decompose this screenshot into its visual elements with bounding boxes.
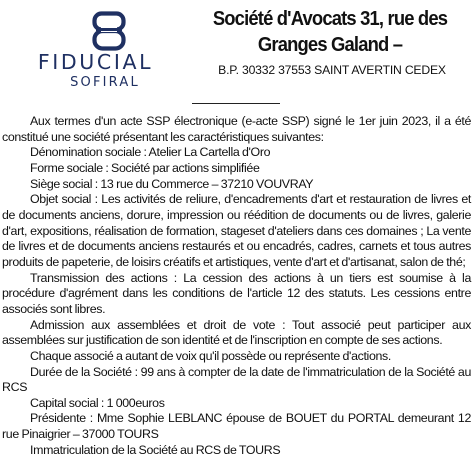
notice-body	[2, 114, 471, 458]
share-transfer-paragraph: Transmission des actions : La cession des actions à un tiers est soumise à la procédure d'agrément dans les conditions de l'article 12 des statuts. Les cessions entre associés sont libres.	[2, 270, 471, 316]
fiducial-sofiral-logo	[8, 10, 183, 90]
denomination-line: Dénomination sociale : Atelier La Cartella d'Oro	[30, 145, 271, 160]
votes-line: Chaque associé a autant de voix qu'il possède ou représente d'actions.	[30, 348, 391, 363]
meetings-voting-paragraph: Admission aux assemblées et droit de vote : Tout associé peut participer aux assemblées sur justification de son identité et de l'inscription en compte de ses actions.	[2, 317, 471, 348]
firm-title-line-1: Société d'Avocats 31, rue des	[212, 8, 448, 30]
legal-form-line: Forme sociale : Société par actions simplifiée	[30, 160, 260, 175]
logo-brand-text: FIDUCIAL	[37, 50, 154, 74]
registration-line: Immatriculation de la Société au RCS de TOURS	[30, 442, 281, 457]
intro-paragraph: Aux termes d'un acte SSP électronique (e-acte SSP) signé le 1er juin 2023, il a été constitué une société présentant les caractéristiques suivantes:	[2, 114, 471, 144]
duration-paragraph: Durée de la Société : 99 ans à compter de la date de l'immatriculation de la Société au RCS	[2, 364, 471, 395]
firm-title	[203, 6, 457, 58]
corporate-purpose-paragraph: Objet social : Les activités de reliure, d'encadrements d'art et restauration de livres et de documents anciens, dorure, impression ou réédition de documents ou de livres, galerie d'art, expositions, réalisation de formation, stageset d'ateliers dans ces domaines ; La vente de livres et de documents anciens restaurés et ou encadrés, cadres, carnets et tous autres produits de papeterie, de loisirs créatifs et artistiques, vente d'art et d'artisanat, salon de thé;	[2, 192, 471, 269]
firm-title-line-2: Granges Galand –	[257, 34, 403, 56]
logo-sub-text: SOFIRAL	[70, 75, 140, 90]
separator-line	[192, 103, 280, 104]
fiducial-logo-icon	[92, 11, 126, 51]
firm-address: B.P. 30332 37553 SAINT AVERTIN CEDEX	[218, 63, 446, 77]
share-capital-line: Capital social : 1 000euros	[30, 395, 165, 410]
president-paragraph: Présidente : Mme Sophie LEBLANC épouse de BOUET du PORTAL demeurant 12 rue Pinaigrier – 37000 TOURS	[2, 411, 471, 442]
registered-office-line: Siège social : 13 rue du Commerce – 37210 VOUVRAY	[30, 176, 314, 191]
